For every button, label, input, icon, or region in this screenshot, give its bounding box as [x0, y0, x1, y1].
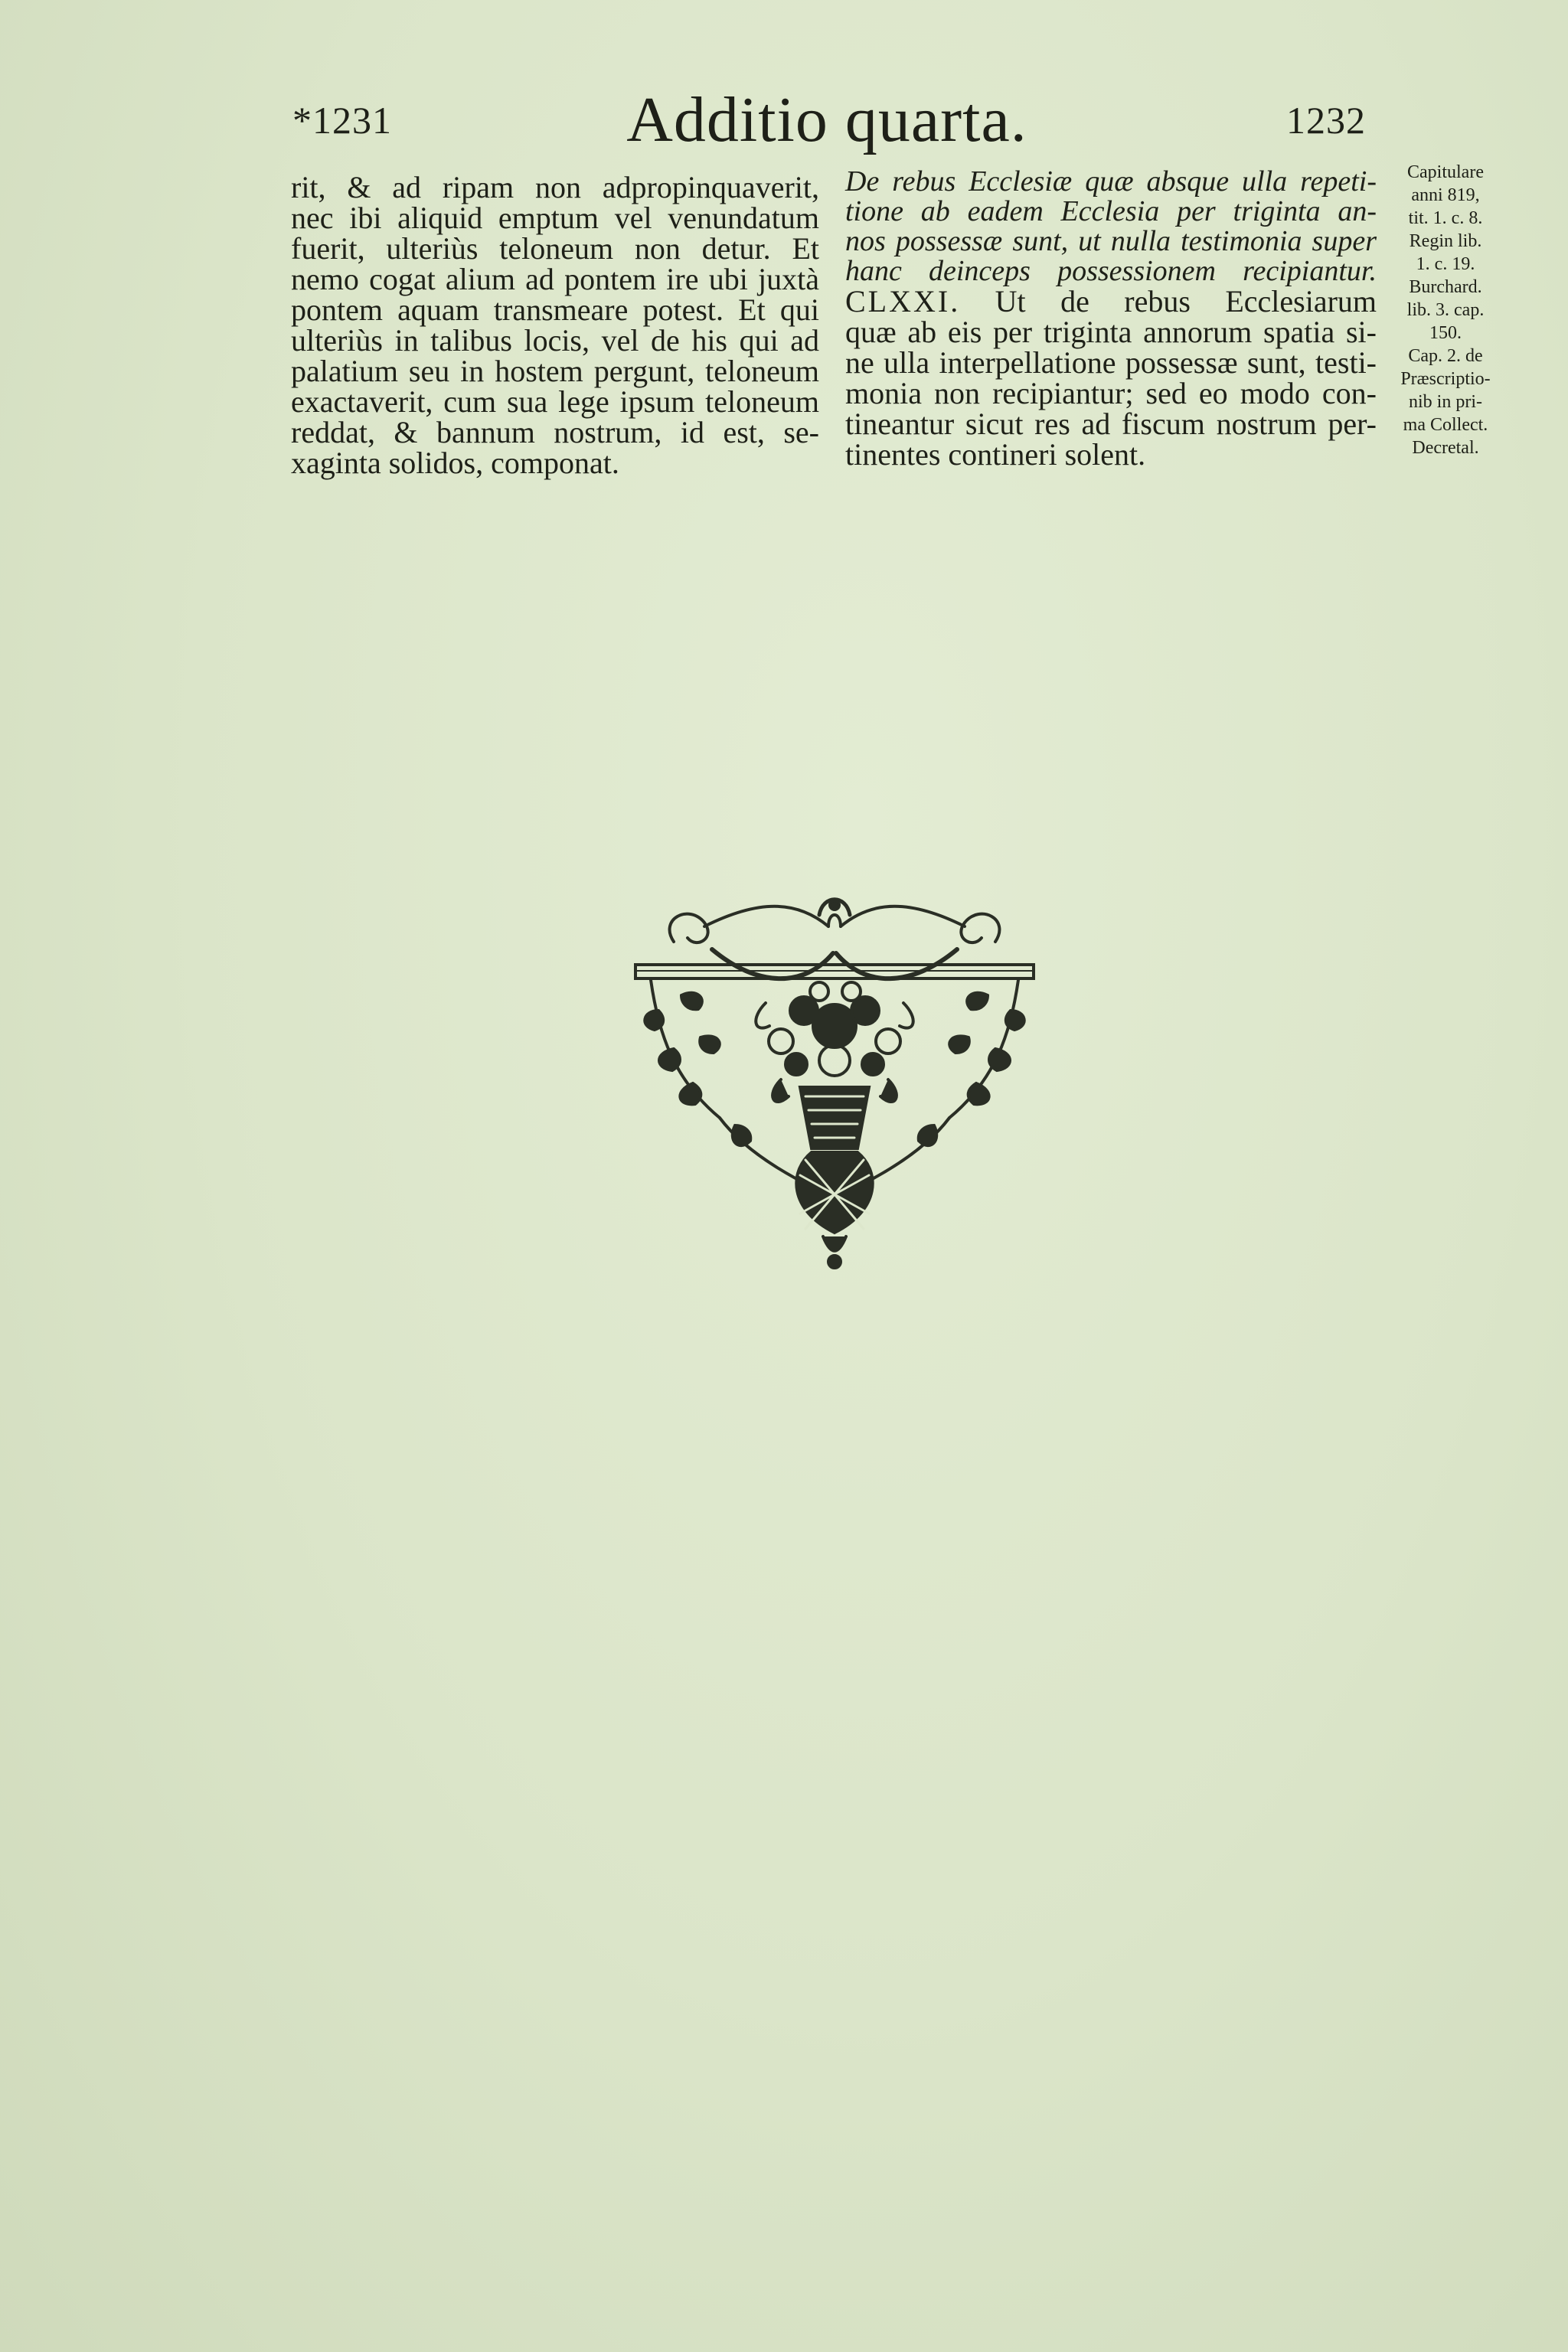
text-line: quæ ab eis per triginta annorum spatia si-: [845, 315, 1377, 349]
text-line: nemo cogat alium ad pontem ire ubi juxtà: [291, 262, 819, 296]
chapter-first-line-text: Ut de rebus Ecclesiarum: [995, 284, 1377, 318]
chapter-first-line: [845, 286, 1377, 317]
folio-right: 1232: [1286, 99, 1366, 142]
text-line: exactaverit, cum sua lege ipsum teloneum: [291, 384, 819, 419]
text-line: xaginta solidos, componat.: [291, 446, 619, 480]
marginal-line: 1. c. 19.: [1416, 254, 1475, 274]
marginal-line: lib. 3. cap.: [1406, 300, 1485, 320]
text-line: rit, & ad ripam non adpropinquaverit,: [291, 170, 819, 204]
text-line: tinentes contineri solent.: [845, 437, 1146, 472]
chapter-rubric: [845, 167, 1377, 286]
floral-basket-ornament-icon: [628, 896, 1041, 1286]
left-column: [291, 172, 819, 479]
text-line: ulteriùs in talibus locis, vel de his qui ad: [291, 323, 819, 358]
text-line: pontem aquam transmeare potest. Et qui: [291, 292, 819, 327]
marginal-line: tit. 1. c. 8.: [1408, 208, 1483, 228]
text-line: tineantur sicut res ad fiscum nostrum per-: [845, 407, 1377, 441]
text-line: monia non recipiantur; sed eo modo con-: [845, 376, 1377, 410]
chapter-numeral: CLXXI.: [845, 284, 961, 318]
text-line: fuerit, ulteriùs teloneum non detur. Et: [291, 231, 819, 266]
marginal-notes: [1392, 161, 1499, 459]
text-line: nec ibi aliquid emptum vel venundatum: [291, 201, 819, 235]
marginal-line: Cap. 2. de: [1408, 346, 1483, 366]
marginal-line: anni 819,: [1411, 185, 1480, 205]
marginal-line: Præscriptio-: [1400, 369, 1491, 389]
text-line: ne ulla interpellatione possessæ sunt, testi-: [845, 345, 1377, 380]
marginal-line: Burchard.: [1409, 277, 1482, 297]
rubric-line: nos possessæ sunt, ut nulla testimonia super: [845, 225, 1377, 257]
rubric-line: hanc deinceps possessionem recipiantur.: [845, 255, 1377, 287]
rubric-line: De rebus Ecclesiæ quæ absque ulla repeti-: [845, 165, 1377, 198]
marginal-line: Regin lib.: [1409, 231, 1482, 251]
right-column: [845, 167, 1377, 470]
rubric-line: tione ab eadem Ecclesia per triginta an-: [845, 195, 1377, 227]
marginal-line: ma Collect.: [1403, 415, 1488, 435]
folio-left: *1231: [292, 99, 392, 142]
marginal-line: Decretal.: [1412, 438, 1479, 458]
running-title: Additio quarta.: [626, 84, 1027, 155]
marginal-line: nib in pri-: [1409, 392, 1482, 412]
text-line: reddat, & bannum nostrum, id est, se-: [291, 415, 819, 449]
marginal-line: Capitulare: [1407, 162, 1484, 182]
marginal-line: 150.: [1429, 323, 1462, 343]
text-line: palatium seu in hostem pergunt, teloneum: [291, 354, 819, 388]
